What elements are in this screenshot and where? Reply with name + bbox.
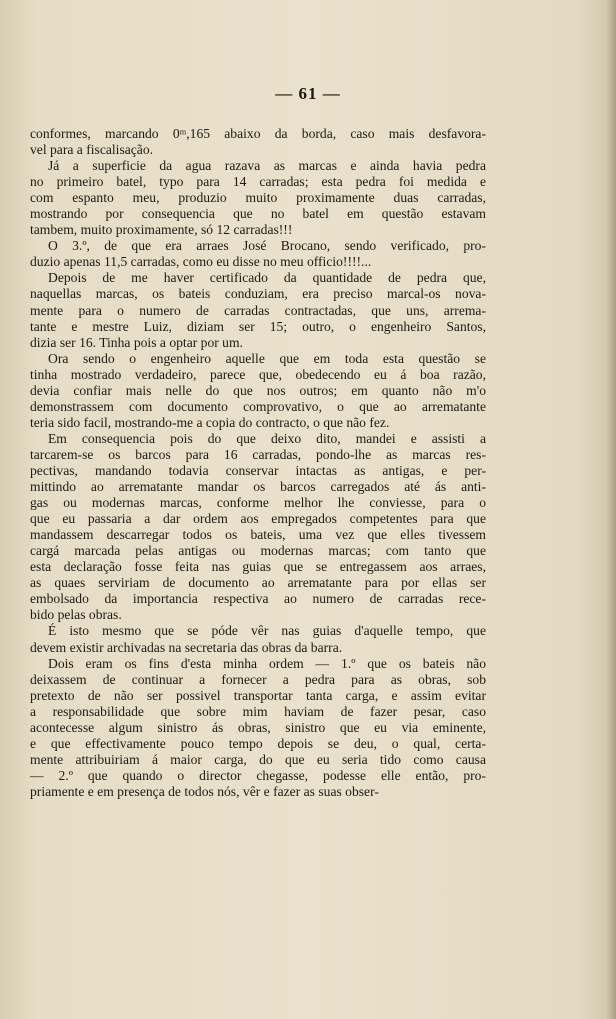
text-line: tante e mestre Luiz, diziam ser 15; outro, o engenheiro Santos, <box>30 318 486 334</box>
text-line: mandassem descarregar todos os bateis, uma vez que elles tivessem <box>30 527 486 543</box>
text-line: tambem, muito proximamente, só 12 carradas!!! <box>30 222 293 238</box>
text-line: O 3.º, de que era arraes José Brocano, sendo verificado, pro- <box>48 238 486 254</box>
text-line: duzio apenas 11,5 carradas, como eu disse no meu officio!!!!... <box>30 254 372 270</box>
text-line: teria sido facil, mostrando-me a copia do contracto, o que não fez. <box>30 414 390 430</box>
text-line: pretexto de não ser possivel transportar tanta carga, e assim evitar <box>30 687 486 703</box>
text-line: Em consequencia pois do que deixo dito, mandei e assisti a <box>48 430 486 446</box>
text-line: gas ou modernas marcas, conforme melhor lhe conviesse, para o <box>30 495 486 511</box>
text-line: mittindo ao arrematante mandar os barcos carregados até ás anti- <box>30 479 486 495</box>
text-line: Dois eram os fins d'esta minha ordem — 1.º que os bateis não <box>48 655 486 671</box>
text-line: demonstrassem com documento comprovativo, o que ao arrematante <box>30 398 486 414</box>
text-line: priamente e em presença de todos nós, vêr e fazer as suas obser- <box>30 783 379 799</box>
page-edge-shadow <box>606 0 616 1019</box>
text-line: acontecesse algum sinistro ás obras, sinistro que eu via eminente, <box>30 719 486 735</box>
text-line: a responsabilidade que sobre mim haviam de fazer pesar, caso <box>30 703 486 719</box>
text-line: no primeiro batel, typo para 14 carradas; esta pedra foi medida e <box>30 174 486 190</box>
text-line: cargá marcada pelas antigas ou modernas marcas; com tanto que <box>30 543 486 559</box>
text-line: devem existir archivadas na secretaria das obras da barra. <box>30 639 343 655</box>
text-line: as quaes serviriam de documento ao arrematante para por ellas ser <box>30 575 486 591</box>
text-line: tinha mostrado verdadeiro, parece que, obedecendo eu á boa razão, <box>30 366 486 382</box>
text-line: Depois de me haver certificado da quantidade de pedra que, <box>48 270 486 286</box>
text-line: esta declaração fosse feita nas guias que se entregassem aos arraes, <box>30 559 486 575</box>
text-line: dizia ser 16. Tinha pois a optar por um. <box>30 334 243 350</box>
text-line: Já a superficie da agua razava as marcas e ainda havia pedra <box>48 158 486 174</box>
page-number: — 61 — <box>275 84 341 103</box>
text-line: — 2.º que quando o director chegasse, podesse elle então, pro- <box>30 767 486 783</box>
text-line: com espanto meu, produzio muito proximamente duas carradas, <box>30 190 486 206</box>
text-line: pectivas, mandando todavia conservar intactas as antigas, e per- <box>30 462 486 478</box>
text-line: e que effectivamente pouco tempo depois se deu, o qual, certa- <box>30 735 486 751</box>
text-line: naquellas marcas, os bateis conduziam, era preciso marcal-os nova- <box>30 286 486 302</box>
text-line: Ora sendo o engenheiro aquelle que em toda esta questão se <box>48 350 486 366</box>
text-line: mente para o numero de carradas contractadas, que uns, arrema- <box>30 302 486 318</box>
text-line: mente attribuiriam á maior carga, do que eu seria tido como causa <box>30 751 486 767</box>
text-line: mostrando por consequencia que no batel em questão estavam <box>30 206 486 222</box>
text-line: É isto mesmo que se póde vêr nas guias d'aquelle tempo, que <box>48 623 486 639</box>
text-line: vel para a fiscalisação. <box>30 142 154 158</box>
text-line: devia confiar mais nelle do que nos outros; em quanto não m'o <box>30 382 486 398</box>
text-line: deixassem de continuar a fornecer a pedra para as obras, sob <box>30 671 486 687</box>
text-line: bido pelas obras. <box>30 607 122 623</box>
text-line: tarcarem-se os barcos para 16 carradas, pondo-lhe as marcas res- <box>30 446 486 462</box>
text-line: embolsado da importancia respectiva ao numero de carradas rece- <box>30 591 486 607</box>
body-text <box>30 126 486 800</box>
text-line: que eu passaria a dar ordem aos empregados competentes para que <box>30 511 486 527</box>
text-line: conformes, marcando 0ᵐ,165 abaixo da borda, caso mais desfavora- <box>30 126 486 141</box>
